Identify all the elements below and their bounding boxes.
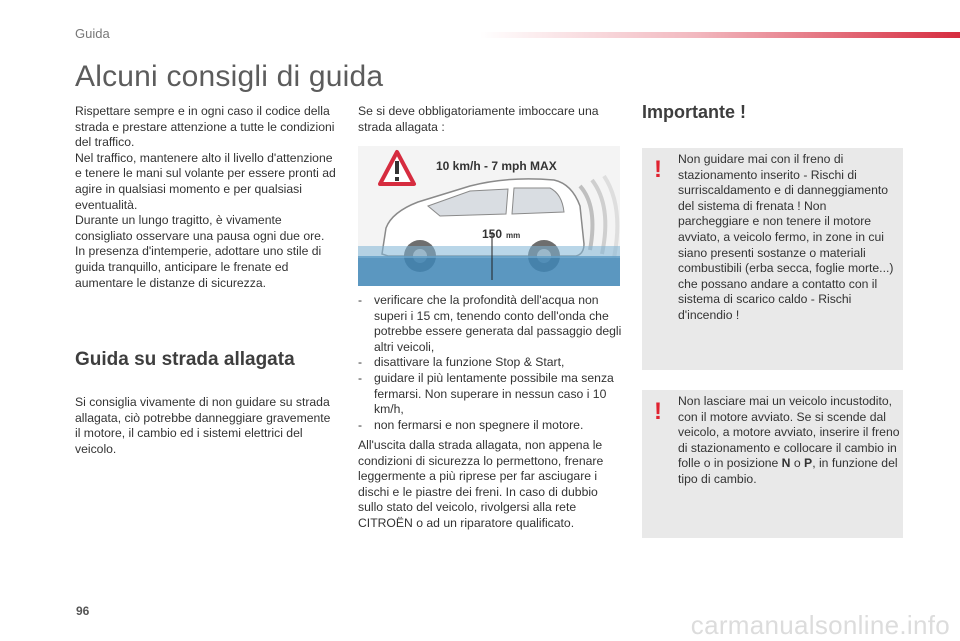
warning-box-unattended-vehicle [642,390,903,538]
speed-limit-label: 10 km/h - 7 mph MAX [436,159,557,173]
flooded-road-illustration [358,146,620,286]
gear-n-label: N [781,456,791,471]
important-heading: Importante ! [642,102,747,122]
flooded-lead-text: Se si deve obbligatoriamente imboccare una strada allagata : [358,104,599,134]
flooded-road-heading: Guida su strada allagata [75,349,295,370]
flooded-road-paragraph: Si consiglia vivamente di non guidare su strada allagata, ciò potrebbe danneggiare gravemente il motore, il cambio ed i sistemi elettrici del veicolo. [75,395,331,456]
header-rule [480,32,960,38]
depth-value-label: 150 [482,227,503,241]
list-item-text: disattivare la funzione Stop & Start, [374,355,565,370]
warning-text-part: o [790,456,805,471]
page-title: Alcuni consigli di guida [75,60,384,93]
after-flood-text: All'uscita dalla strada allagata, non appena le condizioni di sicurezza lo permettono, frenare leggermente a più riprese per far asciugare i dischi e le piastre dei freni. In caso di dubbio sullo stato del veicolo, rivolgersi alla rete CITROËN o ad un riparatore qualificato. [358,438,604,530]
intro-text [75,104,337,291]
exclamation-icon: ! [654,398,662,425]
bullet-dash: - [358,293,363,307]
watermark: carmanualsonline.info [690,610,950,640]
warning-box-parking-brake [642,148,903,370]
page-number: 96 [76,604,90,618]
list-item [358,418,623,434]
flooded-lead [358,104,620,135]
warning-text [678,394,900,488]
bullet-dash: - [358,370,363,385]
bullet-dash: - [358,355,363,370]
flooded-road-text [75,395,337,457]
list-item [358,293,623,355]
list-item [358,355,623,371]
list-item-text: verificare che la profondità dell'acqua non superi i 15 cm, tenendo conto dell'onda che potrebbe essere generata dal passaggio degli altri veicoli, [374,293,622,354]
exclamation-icon: ! [654,156,662,183]
list-item-text: non fermarsi e non spegnere il motore. [374,417,584,432]
intro-paragraph: Rispettare sempre e in ogni caso il codice della strada e prestare attenzione a tutte le condizioni del traffico. [75,104,335,150]
warning-text: Non guidare mai con il freno di stazionamento inserito - Rischi di surriscaldamento e di danneggiamento del sistema di frenata ! Non parcheggiare e non tenere il motore avviato, a veicolo fermo, in zone in cui siano presenti sostanze o materiali combustibili (erba secca, foglie morte...) che possano andare a contatto con il sistema di scarico caldo - Rischi d'incendio ! [678,152,894,322]
depth-unit-label: mm [506,231,521,240]
bullet-dash: - [358,417,363,432]
water-level [358,246,620,258]
list-item [358,371,623,418]
list-item-text: guidare il più lentamente possibile ma senza fermarsi. Non superare in nessun caso i 10 km/h, [374,370,614,417]
warning-text-part: , in funzione del tipo di cambio. [678,456,898,486]
gear-p-label: P [804,456,813,471]
water-surface [358,256,620,286]
intro-paragraph: Durante un lungo tragitto, è vivamente consigliato osservare una pausa ogni due ore. [75,213,325,243]
warning-text-part: Non lasciare mai un veicolo incustodito, con il motore avviato. Se si scende dal veicolo, a motore avviato, inserire il freno di stazionamento e collocare il cambio in folle o in posizione [678,394,900,471]
intro-paragraph: In presenza d'intemperie, adottare uno stile di guida tranquillo, anticipare le frenate ed aumentare le distanze di sicurezza. [75,244,322,290]
section-label: Guida [75,26,110,41]
flooded-road-instructions [358,293,623,433]
intro-paragraph: Nel traffico, mantenere alto il livello d'attenzione e tenere le mani sul volante per essere pronti ad agire in qualsiasi momento e per qualsiasi eventualità. [75,150,336,212]
